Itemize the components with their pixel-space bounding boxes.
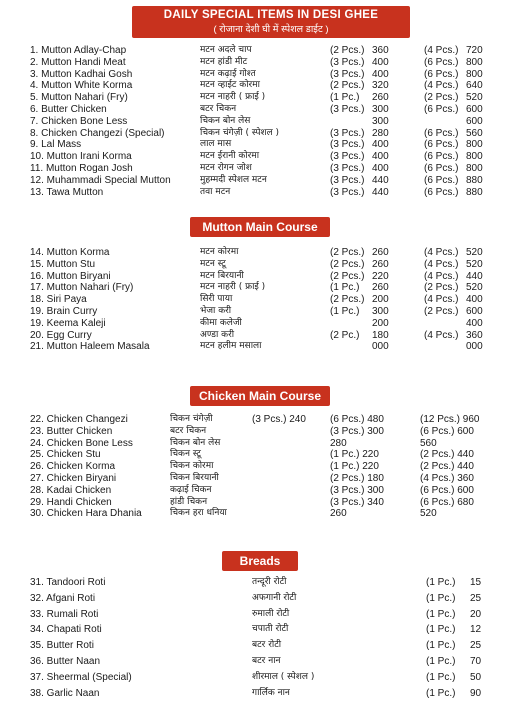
- item-name: 15. Mutton Stu: [30, 258, 96, 270]
- half-price: 220: [372, 270, 389, 282]
- full-quantity: (4 Pcs.): [424, 247, 459, 258]
- menu-item-row: [0, 449, 528, 461]
- quarter-quantity-price: (3 Pcs.) 240: [252, 414, 306, 425]
- full-price: 440: [466, 270, 483, 282]
- full-price: 800: [466, 68, 483, 80]
- half-quantity: (3 Pcs.): [330, 127, 365, 139]
- quantity: (1 Pc.): [426, 687, 456, 699]
- item-name-hindi: मटन रोगन जोश: [200, 162, 252, 173]
- item-name: 11. Mutton Rogan Josh: [30, 162, 133, 174]
- item-name-hindi: अफगानी रोटी: [252, 592, 297, 603]
- full-quantity: (6 Pcs.): [424, 139, 459, 151]
- daily-special-list: [0, 45, 528, 198]
- menu-item-row: [0, 654, 528, 670]
- menu-item-row: [0, 686, 528, 701]
- full-price: 400: [466, 317, 483, 329]
- half-quantity-price: (3 Pcs.) 300: [330, 425, 384, 437]
- price: 12: [470, 624, 482, 636]
- menu-item-row: [0, 497, 528, 509]
- item-name-hindi: मटन ईरानी कोरमा: [200, 151, 260, 162]
- half-quantity: (3 Pcs.): [330, 103, 365, 115]
- item-name: 37. Sheermal (Special): [30, 671, 132, 683]
- item-name-hindi: अण्डा करी: [200, 329, 235, 340]
- menu-item-row: [0, 259, 528, 271]
- item-name: 26. Chicken Korma: [30, 461, 116, 473]
- menu-item-row: [0, 638, 528, 654]
- item-name-hindi: भेजा करी: [200, 305, 232, 316]
- half-quantity-price: (6 Pcs.) 480: [330, 414, 384, 425]
- half-price: 260: [372, 92, 389, 104]
- menu-item-row: [0, 414, 528, 426]
- full-price: 520: [466, 247, 483, 258]
- item-name: 19. Brain Curry: [30, 305, 98, 317]
- item-name: 1. Mutton Adlay-Chap: [30, 45, 127, 56]
- half-quantity-price: (1 Pc.) 220: [330, 461, 379, 473]
- menu-title: DAILY SPECIAL ITEMS IN DESI GHEE: [163, 9, 379, 21]
- item-name-hindi: रुमाली रोटी: [252, 608, 290, 619]
- item-name-hindi: बटर रोटी: [252, 640, 282, 651]
- item-name: 2. Mutton Handi Meat: [30, 56, 126, 68]
- quantity: (1 Pc.): [426, 608, 456, 620]
- menu-item-row: [0, 341, 528, 353]
- item-name-hindi: शीरमाल ( स्पेशल ): [252, 671, 315, 682]
- price: 90: [470, 687, 482, 699]
- price: 20: [470, 608, 482, 620]
- menu-item-row: [0, 438, 528, 450]
- menu-item-row: [0, 151, 528, 163]
- full-quantity: (4 Pcs.): [424, 270, 459, 282]
- section-mutton-main: Mutton Main Course: [190, 217, 330, 237]
- quantity: (1 Pc.): [426, 671, 456, 683]
- full-quantity: (6 Pcs.): [424, 127, 459, 139]
- item-name-hindi: मटन बिरयानी: [200, 270, 244, 281]
- half-quantity-price: 260: [330, 508, 347, 520]
- full-price: 640: [466, 80, 483, 92]
- item-name-hindi: चपाती रोटी: [252, 624, 289, 635]
- menu-item-row: [0, 575, 528, 591]
- item-name-hindi: बटर चिकन: [170, 425, 207, 436]
- half-price: 200: [372, 294, 389, 306]
- item-name: 35. Butter Roti: [30, 640, 94, 652]
- breads-list: [0, 575, 528, 701]
- full-quantity-price: (6 Pcs.) 600: [420, 484, 474, 496]
- half-price: 260: [372, 282, 389, 294]
- menu-item-row: [0, 318, 528, 330]
- full-quantity: (2 Pcs.): [424, 92, 459, 104]
- item-name: 16. Mutton Biryani: [30, 270, 111, 282]
- full-price: 720: [466, 45, 483, 56]
- half-price: 260: [372, 247, 389, 258]
- menu-item-row: [0, 45, 528, 57]
- half-price: 400: [372, 151, 389, 163]
- full-quantity: (4 Pcs.): [424, 80, 459, 92]
- full-quantity: (6 Pcs.): [424, 151, 459, 163]
- half-price: 320: [372, 80, 389, 92]
- full-quantity: (4 Pcs.): [424, 294, 459, 306]
- price: 70: [470, 655, 482, 667]
- item-name: 23. Butter Chicken: [30, 425, 113, 437]
- full-price: 600: [466, 103, 483, 115]
- half-quantity: (2 Pcs.): [330, 247, 365, 258]
- item-name-hindi: तन्दूरी रोटी: [252, 577, 287, 587]
- full-price: 520: [466, 282, 483, 294]
- daily-special-banner: [132, 6, 410, 38]
- chicken-main-list: [0, 414, 528, 520]
- item-name-hindi: कीमा कलेजी: [200, 317, 242, 328]
- item-name: 10. Mutton Irani Korma: [30, 151, 132, 163]
- item-name: 38. Garlic Naan: [30, 687, 100, 699]
- full-quantity-price: (2 Pcs.) 440: [420, 449, 474, 461]
- half-quantity-price: 280: [330, 437, 347, 449]
- quantity: (1 Pc.): [426, 624, 456, 636]
- full-quantity: (6 Pcs.): [424, 56, 459, 68]
- item-name-hindi: चिकन चंगेज़ी: [170, 414, 213, 424]
- half-quantity-price: (3 Pcs.) 300: [330, 484, 384, 496]
- half-quantity: (2 Pcs.): [330, 45, 365, 56]
- menu-item-row: [0, 163, 528, 175]
- menu-item-row: [0, 622, 528, 638]
- price: 15: [470, 577, 482, 588]
- full-quantity-price: (6 Pcs.) 680: [420, 496, 474, 508]
- half-price: 300: [372, 305, 389, 317]
- item-name-hindi: कढ़ाई चिकन: [170, 484, 212, 495]
- menu-item-row: [0, 294, 528, 306]
- half-quantity-price: (3 Pcs.) 340: [330, 496, 384, 508]
- half-quantity-price: (2 Pcs.) 180: [330, 472, 384, 484]
- item-name: 30. Chicken Hara Dhania: [30, 508, 142, 520]
- menu-item-row: [0, 306, 528, 318]
- full-price: 520: [466, 92, 483, 104]
- half-quantity: (2 Pcs.): [330, 80, 365, 92]
- item-name-hindi: मटन नाहरी ( फ्राई ): [200, 282, 266, 293]
- full-quantity: (6 Pcs.): [424, 186, 459, 198]
- menu-item-row: [0, 80, 528, 92]
- item-name-hindi: मटन हलीम मसाला: [200, 341, 262, 352]
- item-name: 3. Mutton Kadhai Gosh: [30, 68, 133, 80]
- item-name: 17. Mutton Nahari (Fry): [30, 282, 134, 294]
- full-price: 800: [466, 162, 483, 174]
- half-quantity: (2 Pcs.): [330, 294, 365, 306]
- menu-item-row: [0, 92, 528, 104]
- half-quantity: (1 Pc.): [330, 282, 360, 294]
- item-name: 32. Afgani Roti: [30, 592, 96, 604]
- mutton-main-list: [0, 247, 528, 353]
- full-quantity-price: (6 Pcs.) 600: [420, 425, 474, 437]
- menu-item-row: [0, 139, 528, 151]
- price: 25: [470, 592, 482, 604]
- menu-item-row: [0, 271, 528, 283]
- item-name: 21. Mutton Haleem Masala: [30, 341, 150, 353]
- item-name: 7. Chicken Bone Less: [30, 115, 128, 127]
- item-name-hindi: सिरी पाया: [200, 294, 233, 305]
- menu-item-row: [0, 426, 528, 438]
- half-price: 300: [372, 103, 389, 115]
- item-name-hindi: मटन कोरमा: [200, 247, 239, 257]
- full-price: 800: [466, 56, 483, 68]
- half-quantity: (3 Pcs.): [330, 186, 365, 198]
- item-name: 24. Chicken Bone Less: [30, 437, 133, 449]
- item-name: 36. Butter Naan: [30, 655, 101, 667]
- item-name-hindi: चिकन बोन लेस: [200, 115, 251, 126]
- menu-item-row: [0, 473, 528, 485]
- item-name-hindi: मटन व्हाईट कोरमा: [200, 80, 260, 91]
- section-chicken-main: Chicken Main Course: [190, 386, 330, 406]
- item-name-hindi: बटर चिकन: [200, 103, 237, 114]
- item-name-hindi: मुहम्मदी स्पेशल मटन: [200, 174, 267, 185]
- item-name-hindi: गार्लिक नान: [252, 687, 290, 698]
- item-name: 27. Chicken Biryani: [30, 472, 117, 484]
- half-price: 200: [372, 317, 389, 329]
- full-quantity: (4 Pcs.): [424, 258, 459, 270]
- full-quantity: (6 Pcs.): [424, 162, 459, 174]
- item-name: 9. Lal Mass: [30, 139, 82, 151]
- item-name: 20. Egg Curry: [30, 329, 92, 341]
- full-quantity: (6 Pcs.): [424, 174, 459, 186]
- item-name-hindi: चिकन बोन लेस: [170, 437, 221, 448]
- half-quantity: (1 Pc.): [330, 92, 360, 104]
- half-price: 400: [372, 56, 389, 68]
- half-price: 000: [372, 341, 389, 353]
- half-price: 400: [372, 162, 389, 174]
- half-price: 300: [372, 115, 389, 127]
- menu-item-row: [0, 670, 528, 686]
- item-name-hindi: मटन अदले चाप: [200, 45, 252, 55]
- menu-item-row: [0, 69, 528, 81]
- item-name: 5. Mutton Nahari (Fry): [30, 92, 128, 104]
- item-name-hindi: बटर नान: [252, 655, 281, 666]
- menu-subtitle: ( रोजाना देशी घी में स्पेशल डाईट ): [213, 24, 329, 35]
- item-name: 33. Rumali Roti: [30, 608, 99, 620]
- quantity: (1 Pc.): [426, 655, 456, 667]
- quantity: (1 Pc.): [426, 577, 456, 588]
- full-price: 560: [466, 127, 483, 139]
- full-price: 520: [466, 258, 483, 270]
- quantity: (1 Pc.): [426, 592, 456, 604]
- price: 25: [470, 640, 482, 652]
- half-price: 440: [372, 186, 389, 198]
- full-price: 880: [466, 186, 483, 198]
- item-name: 13. Tawa Mutton: [30, 186, 104, 198]
- item-name-hindi: चिकन स्टू: [170, 449, 201, 460]
- item-name: 31. Tandoori Roti: [30, 577, 106, 588]
- half-quantity: (2 Pcs.): [330, 270, 365, 282]
- item-name-hindi: चिकन बिरयानी: [170, 472, 219, 483]
- full-price: 000: [466, 341, 483, 353]
- item-name: 18. Siri Paya: [30, 294, 87, 306]
- item-name: 12. Muhammadi Special Mutton: [30, 174, 171, 186]
- full-quantity: (6 Pcs.): [424, 103, 459, 115]
- half-price: 440: [372, 174, 389, 186]
- half-quantity: (2 Pc.): [330, 329, 360, 341]
- half-price: 180: [372, 329, 389, 341]
- full-quantity: (2 Pcs.): [424, 282, 459, 294]
- full-quantity-price: 560: [420, 437, 437, 449]
- price: 50: [470, 671, 482, 683]
- menu-item-row: [0, 247, 528, 259]
- menu-item-row: [0, 187, 528, 199]
- item-name-hindi: तवा मटन: [200, 186, 231, 197]
- half-price: 400: [372, 139, 389, 151]
- menu-item-row: [0, 104, 528, 116]
- full-price: 360: [466, 329, 483, 341]
- menu-item-row: [0, 508, 528, 520]
- full-price: 880: [466, 174, 483, 186]
- item-name-hindi: चिकन हरा धनिया: [170, 508, 227, 519]
- half-quantity: (3 Pcs.): [330, 139, 365, 151]
- full-price: 800: [466, 151, 483, 163]
- half-price: 360: [372, 45, 389, 56]
- item-name: 22. Chicken Changezi: [30, 414, 128, 425]
- item-name-hindi: चिकन चंगेज़ी ( स्पेशल ): [200, 127, 280, 138]
- half-quantity: (3 Pcs.): [330, 68, 365, 80]
- half-quantity: (3 Pcs.): [330, 174, 365, 186]
- quantity: (1 Pc.): [426, 640, 456, 652]
- half-quantity: (1 Pc.): [330, 305, 360, 317]
- item-name: 19. Keema Kaleji: [30, 317, 106, 329]
- full-quantity: (2 Pcs.): [424, 305, 459, 317]
- full-price: 400: [466, 294, 483, 306]
- full-quantity-price: 520: [420, 508, 437, 520]
- item-name: 34. Chapati Roti: [30, 624, 102, 636]
- full-quantity: (4 Pcs.): [424, 45, 459, 56]
- item-name: 14. Mutton Korma: [30, 247, 110, 258]
- item-name-hindi: मटन हांडी मीट: [200, 56, 248, 67]
- item-name: 28. Kadai Chicken: [30, 484, 112, 496]
- half-price: 280: [372, 127, 389, 139]
- half-quantity-price: (1 Pc.) 220: [330, 449, 379, 461]
- menu-item-row: [0, 128, 528, 140]
- menu-item-row: [0, 485, 528, 497]
- item-name: 4. Mutton White Korma: [30, 80, 133, 92]
- item-name: 6. Butter Chicken: [30, 103, 107, 115]
- full-quantity: (6 Pcs.): [424, 68, 459, 80]
- half-price: 260: [372, 258, 389, 270]
- menu-item-row: [0, 330, 528, 342]
- item-name-hindi: मटन स्टू: [200, 258, 226, 269]
- half-quantity: (3 Pcs.): [330, 151, 365, 163]
- menu-item-row: [0, 282, 528, 294]
- menu-item-row: [0, 175, 528, 187]
- full-price: 800: [466, 139, 483, 151]
- menu-item-row: [0, 116, 528, 128]
- item-name: 29. Handi Chicken: [30, 496, 112, 508]
- full-quantity: (4 Pcs.): [424, 329, 459, 341]
- half-quantity: (3 Pcs.): [330, 162, 365, 174]
- section-breads: Breads: [222, 551, 298, 571]
- item-name-hindi: लाल मास: [200, 139, 232, 150]
- item-name: 25. Chicken Stu: [30, 449, 101, 461]
- half-price: 400: [372, 68, 389, 80]
- full-quantity-price: (2 Pcs.) 440: [420, 461, 474, 473]
- item-name-hindi: मटन कढ़ाई गोश्त: [200, 68, 256, 79]
- half-quantity: (2 Pcs.): [330, 258, 365, 270]
- full-quantity-price: (4 Pcs.) 360: [420, 472, 474, 484]
- half-quantity: (3 Pcs.): [330, 56, 365, 68]
- item-name-hindi: चिकन कोरमा: [170, 461, 214, 472]
- menu-item-row: [0, 461, 528, 473]
- menu-item-row: [0, 607, 528, 623]
- full-price: 600: [466, 115, 483, 127]
- full-quantity-price: (12 Pcs.) 960: [420, 414, 480, 425]
- menu-item-row: [0, 591, 528, 607]
- full-price: 600: [466, 305, 483, 317]
- item-name-hindi: हांडी चिकन: [170, 496, 208, 507]
- item-name-hindi: मटन नाहरी ( फ्राई ): [200, 92, 266, 103]
- item-name: 8. Chicken Changezi (Special): [30, 127, 165, 139]
- menu-item-row: [0, 57, 528, 69]
